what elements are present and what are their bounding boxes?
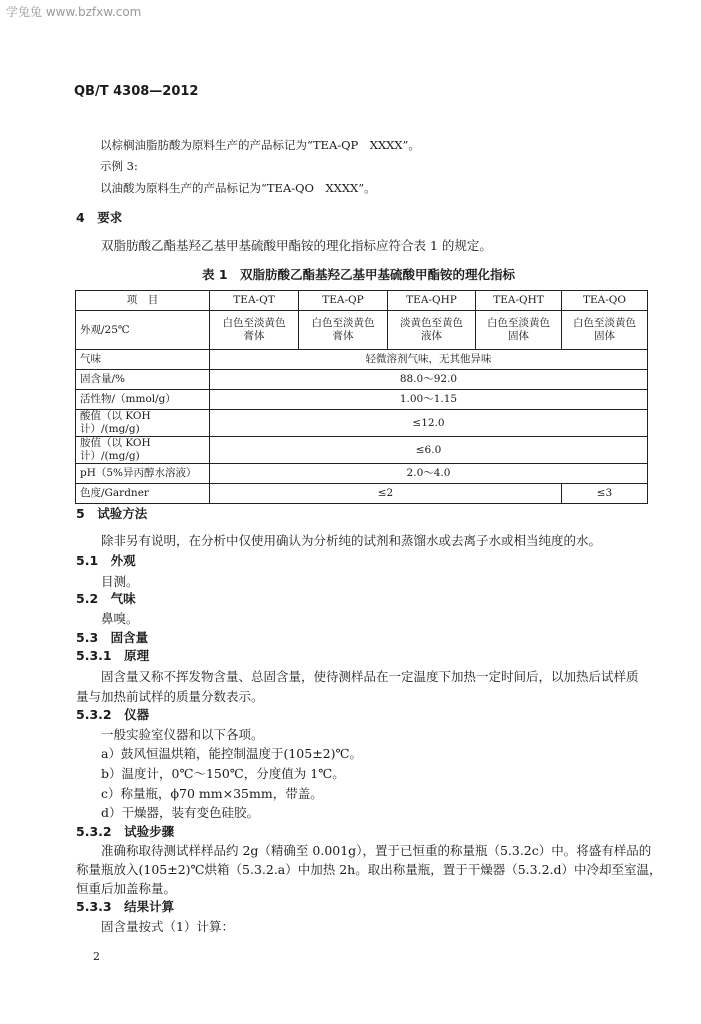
table-row-acid-value — [76, 410, 648, 437]
section-5-3-1-line-1: 固含量又称不挥发物含量、总固含量，使待测样品在一定温度下加热一定时间后，以加热后试样质 — [101, 669, 639, 684]
procedure-line-3: 恒重后加盖称量。 — [76, 881, 177, 896]
row-label: 外观/25℃ — [76, 311, 210, 350]
row-label: 胺值（以 KOH 计）/(mg/g) — [76, 437, 210, 464]
spec-table — [75, 290, 648, 504]
appearance-cell: 白色至淡黄色 膏体 — [299, 311, 388, 350]
table-row-ph — [76, 464, 648, 484]
row-value: 轻微溶剂气味，无其他异味 — [210, 350, 648, 370]
example-label: 示例 3: — [100, 159, 138, 173]
section-5-2-text: 鼻嗅。 — [101, 611, 139, 626]
row-label: 气味 — [76, 350, 210, 370]
row-value: 1.00～1.15 — [210, 390, 648, 410]
instrument-item-c: c）称量瓶，ϕ70 mm×35mm，带盖。 — [101, 786, 323, 801]
row-value: ≤6.0 — [210, 437, 648, 464]
section-5-heading: 5 试验方法 — [76, 506, 148, 521]
header-tea-qht: TEA-QHT — [476, 291, 562, 311]
procedure-line-2: 称量瓶放入(105±2)℃烘箱（5.3.2.a）中加热 2h。取出称量瓶，置于干燥器（5.3.2.d）中冷却至室温， — [76, 862, 662, 877]
row-label: 固含量/% — [76, 370, 210, 390]
section-5-3-1-heading: 5.3.1 原理 — [76, 648, 150, 663]
section-5-3-3-heading: 5.3.3 结果计算 — [76, 899, 175, 914]
appearance-cell: 白色至淡黄色 固体 — [562, 311, 648, 350]
section-5-1-heading: 5.1 外观 — [76, 553, 136, 568]
instrument-item-b: b）温度计，0℃～150℃，分度值为 1℃。 — [101, 766, 345, 781]
intro-line-1: 以棕榈油脂肪酸为原料生产的产品标记为“TEA-QP XXXX”。 — [100, 138, 420, 152]
section-5-3-2-heading: 5.3.2 仪器 — [76, 707, 150, 722]
section-4-paragraph: 双脂肪酸乙酯基羟乙基甲基硫酸甲酯铵的理化指标应符合表 1 的规定。 — [101, 238, 492, 253]
row-value-qo: ≤3 — [562, 484, 648, 504]
table-header-row — [76, 291, 648, 311]
table-row-odor — [76, 350, 648, 370]
appearance-cell: 淡黄色至黄色 液体 — [388, 311, 476, 350]
row-value: 88.0～92.0 — [210, 370, 648, 390]
header-tea-qt: TEA-QT — [210, 291, 299, 311]
row-label: 色度/Gardner — [76, 484, 210, 504]
section-5-3-3-text: 固含量按式（1）计算： — [101, 919, 234, 934]
section-5-2-heading: 5.2 气味 — [76, 591, 136, 606]
row-value: ≤12.0 — [210, 410, 648, 437]
intro-line-2: 以油酸为原料生产的产品标记为“TEA-QO XXXX”。 — [100, 181, 376, 195]
page-number: 2 — [93, 950, 100, 963]
table-row-color — [76, 484, 648, 504]
appearance-cell: 白色至淡黄色 固体 — [476, 311, 562, 350]
table-row-solid-content — [76, 370, 648, 390]
section-5-3-heading: 5.3 固含量 — [76, 630, 149, 645]
section-5-1-text: 目测。 — [101, 574, 139, 589]
header-item: 项 目 — [76, 291, 210, 311]
appearance-cell: 白色至淡黄色 膏体 — [210, 311, 299, 350]
table-row-active-matter — [76, 390, 648, 410]
table-caption: 表 1 双脂肪酸乙酯基羟乙基甲基硫酸甲酯铵的理化指标 — [202, 267, 516, 282]
section-5-intro: 除非另有说明，在分析中仅使用确认为分析纯的试剂和蒸馏水或去离子水或相当纯度的水。 — [101, 533, 602, 548]
procedure-line-1: 准确称取待测试样样品约 2g（精确至 0.001g），置于已恒重的称量瓶（5.3.2c）中。将盛有样品的 — [101, 843, 652, 858]
table-row-appearance — [76, 311, 648, 350]
standard-number: QB/T 4308—2012 — [74, 84, 199, 99]
header-tea-qp: TEA-QP — [299, 291, 388, 311]
watermark: 学兔兔 www.bzfxw.com — [6, 5, 142, 19]
header-tea-qhp: TEA-QHP — [388, 291, 476, 311]
row-value: ≤2 — [210, 484, 562, 504]
table-row-amine-value — [76, 437, 648, 464]
header-tea-qo: TEA-QO — [562, 291, 648, 311]
row-label: 活性物/（mmol/g） — [76, 390, 210, 410]
row-label: pH（5%异丙醇水溶液） — [76, 464, 210, 484]
section-5-3-2-procedure-heading: 5.3.2 试验步骤 — [76, 824, 175, 839]
row-value: 2.0～4.0 — [210, 464, 648, 484]
section-4-heading: 4 要求 — [76, 210, 123, 225]
row-label: 酸值（以 KOH 计）/(mg/g) — [76, 410, 210, 437]
instrument-item-a: a）鼓风恒温烘箱，能控制温度于(105±2)℃。 — [101, 746, 362, 761]
instrument-item-d: d）干燥器，装有变色硅胶。 — [101, 805, 260, 820]
section-5-3-2-intro: 一般实验室仪器和以下各项。 — [101, 727, 264, 742]
section-5-3-1-line-2: 量与加热前试样的质量分数表示。 — [76, 689, 264, 704]
